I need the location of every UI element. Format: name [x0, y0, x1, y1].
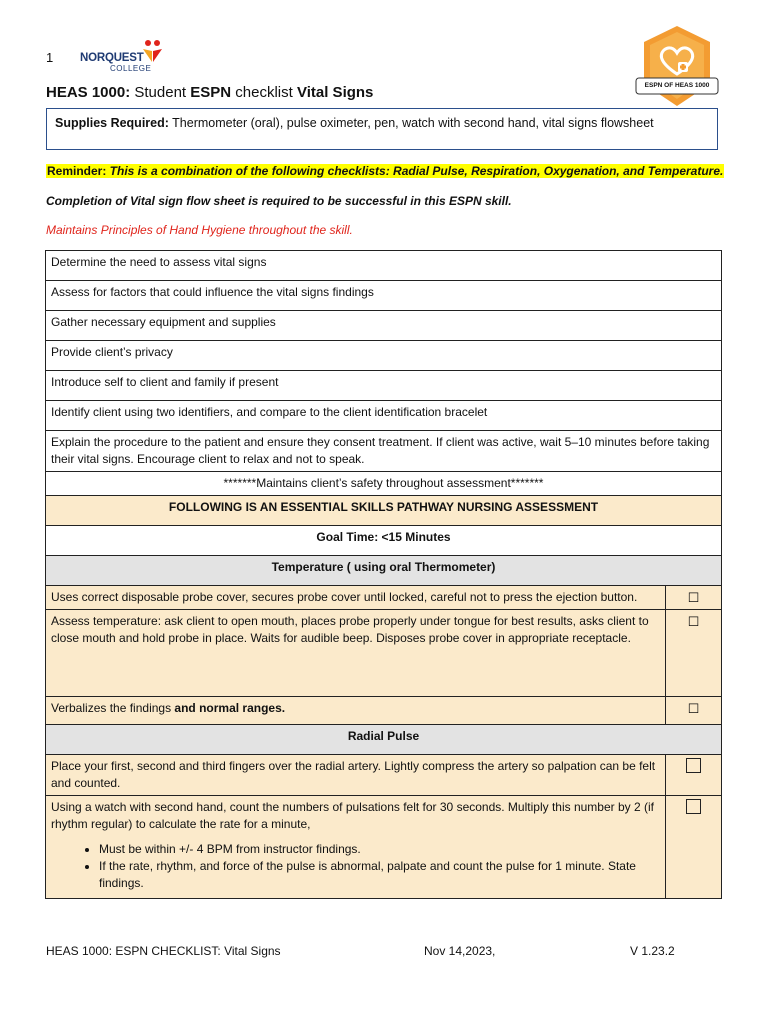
table-row: Gather necessary equipment and supplies: [46, 311, 722, 341]
goal-time-row: Goal Time: <15 Minutes: [46, 526, 722, 556]
reminder-note: Reminder: This is a combination of the following checklists: Radial Pulse, Respiration, Oxygenation, and Temperature.: [47, 164, 724, 178]
table-row: Provide client’s privacy: [46, 341, 722, 371]
table-row: Assess for factors that could influence the vital signs findings: [46, 281, 722, 311]
supplies-box: [46, 108, 718, 150]
temperature-header-row: Temperature ( using oral Thermometer): [46, 556, 722, 586]
list-item: • If the rate, rhythm, and force of the pulse is abnormal, palpate and count the pulse for 1 minute. State findings.: [99, 858, 660, 892]
norquest-logo: NORQUEST COLLEGE: [80, 38, 172, 78]
safety-row: *******Maintains client’s safety throughout assessment*******: [46, 472, 722, 496]
footer-version: V 1.23.2: [630, 944, 675, 958]
supplies-text: Thermometer (oral), pulse oximeter, pen, watch with second hand, vital signs flowsheet: [168, 116, 654, 130]
table-row: Determine the need to assess vital signs: [46, 251, 722, 281]
checkbox-square-icon: [686, 799, 701, 814]
badge-label: ESPN OF HEAS 1000: [644, 82, 710, 89]
table-row: Assess temperature: ask client to open mouth, places probe properly under tongue for best results, asks client to close mouth and hold probe in place. Waits for audible beep. Disposes probe cover in appropriate receptacle. ☐: [46, 610, 722, 697]
checkbox-square-icon: [686, 758, 701, 773]
hand-hygiene-note: Maintains Principles of Hand Hygiene throughout the skill.: [46, 223, 353, 237]
table-row: Uses correct disposable probe cover, secures probe cover until locked, careful not to press the ejection button. ☐: [46, 586, 722, 610]
temperature-probe-checkbox[interactable]: ☐: [665, 586, 721, 610]
supplies-label: Supplies Required:: [55, 116, 169, 130]
table-row: Explain the procedure to the patient and ensure they consent treatment. If client was active, wait 5–10 minutes before taking their vital signs. Encourage client to relax and not to speak.: [46, 431, 722, 472]
checklist-table: [45, 250, 722, 899]
table-row: Verbalizes the findings and normal ranges. ☐: [46, 697, 722, 725]
temperature-assess-checkbox[interactable]: ☐: [665, 610, 721, 697]
footer-title: HEAS 1000: ESPN CHECKLIST: Vital Signs: [46, 944, 281, 958]
page-title: HEAS 1000: Student ESPN checklist Vital Signs: [46, 84, 374, 101]
page-number: 1: [46, 50, 54, 65]
list-item: • Must be within +/- 4 BPM from instructor findings.: [99, 841, 660, 858]
table-row: Introduce self to client and family if present: [46, 371, 722, 401]
radial-pulse-header-row: Radial Pulse: [46, 725, 722, 755]
footer-date: Nov 14,2023,: [424, 944, 496, 958]
heart-plus-badge-icon: [632, 22, 722, 112]
pathway-header-row: FOLLOWING IS AN ESSENTIAL SKILLS PATHWAY NURSING ASSESSMENT: [46, 496, 722, 526]
table-row: Place your first, second and third fingers over the radial artery. Lightly compress the artery so palpation can be felt and counted.: [46, 755, 722, 796]
table-row: Using a watch with second hand, count the numbers of pulsations felt for 30 seconds. Multiply this number by 2 (if rhythm regular) to calculate the rate for a minute, • Must be within +/- 4 BPM from instructor findings. • If the rate, rhythm, and force of the pulse is abnormal, palpate and count the pulse for 1 minute. State findings.: [46, 796, 722, 899]
table-row: Identify client using two identifiers, and compare to the client identification bracelet: [46, 401, 722, 431]
completion-note: Completion of Vital sign flow sheet is required to be successful in this ESPN skill.: [46, 194, 512, 208]
temperature-findings-checkbox[interactable]: ☐: [665, 697, 721, 725]
espn-badge: [632, 22, 722, 112]
radial-palpate-checkbox[interactable]: [665, 755, 721, 796]
radial-bullet-list: [51, 841, 660, 892]
radial-count-checkbox[interactable]: [665, 796, 721, 899]
